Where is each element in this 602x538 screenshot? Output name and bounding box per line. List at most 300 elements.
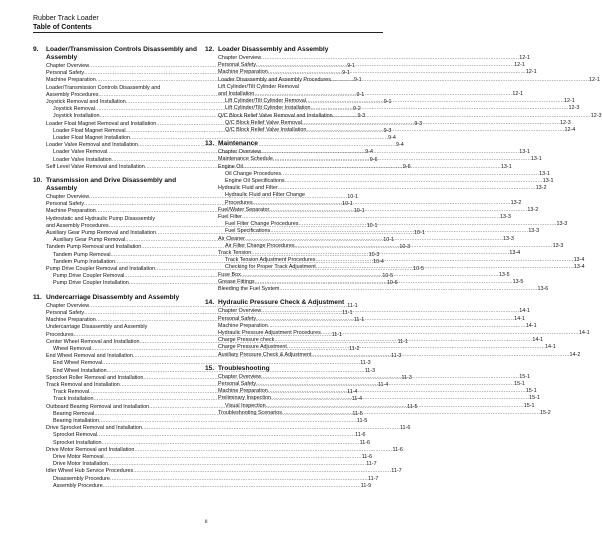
toc-entry-page: 13-1 — [500, 163, 512, 170]
dot-leader — [251, 250, 509, 257]
toc-entry-text: Outboard Bearing Removal and Installation — [46, 403, 150, 410]
dot-leader — [110, 476, 368, 483]
dot-leader — [298, 221, 556, 228]
dot-leader — [287, 344, 545, 351]
toc-entry-page: 9-1 — [353, 77, 362, 84]
toc-entry[interactable] — [218, 199, 522, 207]
toc-entry-page: 15-1 — [514, 380, 525, 387]
toc-entry-page: 9-1 — [356, 91, 365, 98]
toc-entry-page: 14-1 — [514, 315, 525, 322]
toc-entry-page: 10-6 — [386, 280, 398, 287]
toc-entry-page: 13-4 — [573, 264, 585, 271]
dot-leader — [102, 440, 360, 447]
toc-entry-page: 11-4 — [351, 396, 362, 403]
toc-entry-page: 9-6 — [369, 156, 378, 163]
toc-entry-page: 13-2 — [527, 206, 539, 213]
toc-entry-text: Chapter Overview — [218, 149, 262, 156]
toc-entry-page: 11-1 — [397, 338, 408, 345]
dot-leader — [242, 214, 500, 221]
dot-leader — [254, 91, 512, 98]
toc-entry-text: Q/C Block Relief Valve Removal and Installation — [218, 112, 333, 119]
dot-leader — [316, 257, 574, 264]
toc-entry-page: 9-6 — [402, 163, 411, 170]
toc-entry[interactable] — [46, 432, 366, 439]
toc-entry-page: 14-1 — [532, 337, 544, 344]
dot-leader — [281, 171, 539, 178]
toc-entry-page: 9-1 — [342, 70, 350, 77]
toc-entry-page: 13-6 — [537, 286, 549, 293]
toc-entry-text: Lift Cylinder/Tilt Cylinder Removal — [218, 83, 299, 90]
dot-leader — [253, 200, 511, 207]
section-title: Transmission and Drive Disassembly and Assembly — [46, 177, 177, 193]
toc-entry[interactable] — [218, 62, 525, 69]
dot-leader — [306, 127, 564, 134]
toc-entry[interactable] — [218, 308, 531, 315]
toc-entry-text: Loader/Transmission Controls Disassembly and — [46, 84, 161, 91]
toc-entry[interactable] — [46, 461, 377, 468]
toc-entry-text: Visual Inspection — [225, 402, 266, 409]
page-number: ii — [205, 519, 208, 525]
dot-leader — [311, 352, 569, 359]
toc-entry-page: 10-5 — [413, 266, 424, 273]
toc-entry[interactable] — [218, 315, 525, 323]
toc-entry-page: 13-3 — [503, 235, 514, 242]
toc-entry-text: Engine Oil — [218, 163, 243, 170]
toc-entry-page: 13-2 — [535, 185, 547, 192]
toc-entry-text: Loader Disassembly and Assembly Procedures — [218, 76, 331, 83]
toc-entry-page: 9-4 — [365, 149, 373, 156]
dot-leader — [306, 98, 564, 105]
toc-entry-line[interactable] — [46, 216, 197, 223]
toc-entry[interactable] — [218, 55, 531, 62]
dot-leader — [261, 308, 519, 315]
section-title: Troubleshooting — [218, 364, 270, 372]
toc-entry[interactable] — [218, 395, 540, 402]
toc-entry-text: Procedures — [46, 331, 74, 338]
section-heading — [33, 46, 197, 62]
toc-entry-page: 10-4 — [373, 258, 384, 265]
toc-entry-text: Maintenance Schedule — [218, 156, 273, 163]
dot-leader — [243, 164, 501, 171]
toc-entry[interactable] — [218, 69, 537, 76]
toc-entry[interactable] — [218, 214, 511, 221]
dot-leader — [273, 156, 531, 163]
toc-entry-text: Loader Valve Removal — [53, 149, 108, 156]
toc-entry-page: 13-3 — [552, 242, 564, 249]
toc-entry-page: 9-3 — [383, 127, 392, 134]
toc-entry-page: 10-1 — [414, 230, 425, 237]
toc-entry-page: 10-3 — [399, 244, 411, 251]
toc-entry-page: 12-3 — [590, 112, 602, 119]
toc-entry-text: Loader Float Magnet Installation — [53, 135, 131, 142]
toc-entry-page: 10-1 — [347, 194, 359, 201]
toc-entry-page: 11-3 — [364, 367, 376, 374]
toc-entry-page: 13-1 — [539, 170, 550, 177]
toc-entry-line[interactable] — [46, 324, 197, 331]
toc-entry-text: Hydraulic Fluid and Filter Change — [225, 192, 305, 199]
toc-entry-text: Sprocket Removal — [53, 432, 98, 439]
toc-entry-text: Drive Sprocket Removal and Installation — [46, 425, 142, 432]
toc-entry-page: 12-4 — [564, 127, 576, 134]
toc-entry-text: Fuel/Water Separator — [218, 206, 270, 213]
section-title: Undercarriage Disassembly and Assembly — [46, 293, 180, 301]
dot-leader — [266, 403, 524, 410]
dot-leader — [279, 286, 537, 293]
dot-leader — [268, 388, 526, 395]
toc-entry-page: 13-4 — [509, 250, 521, 257]
toc-entry-page: 9-3 — [414, 120, 423, 127]
toc-entry-page: 15-1 — [529, 395, 540, 402]
toc-entry-page: 12-1 — [589, 76, 600, 83]
toc-entry-page: 12-3 — [568, 105, 580, 112]
toc-entry-text: Sprocket Roller Removal and Installation — [46, 374, 144, 381]
page-header — [33, 14, 99, 32]
dot-leader — [270, 228, 528, 235]
toc-entry-text: Chapter Overview — [218, 55, 262, 61]
toc-entry-text: Machine Preparation — [46, 77, 96, 84]
toc-entry-text: Chapter Overview — [46, 194, 90, 201]
dot-leader — [268, 69, 526, 76]
toc-entry-page: 13-3 — [556, 221, 568, 228]
toc-entry-page: 11-5 — [407, 403, 418, 410]
toc-entry-page: 11-6 — [399, 425, 411, 432]
toc-entry[interactable] — [218, 149, 531, 156]
toc-entry-text: Bleeding the Fuel System — [218, 286, 280, 293]
toc-entry-page: 11-5 — [352, 410, 363, 417]
toc-entry-text: Checking for Proper Track Adjustment — [225, 264, 316, 271]
toc-entry-page: 11-6 — [361, 453, 373, 460]
section-title: Maintenance — [218, 140, 258, 148]
toc-entry-page: 13-2 — [510, 199, 522, 206]
toc-entry-text: Personal Safety — [218, 315, 257, 322]
toc-entry-text: Machine Preparation — [218, 69, 268, 76]
toc-entry[interactable] — [218, 178, 554, 185]
toc-entry-page: 14-1 — [525, 322, 537, 329]
toc-entry-text: Assembly Procedure — [53, 482, 103, 489]
toc-entry[interactable] — [46, 482, 372, 490]
toc-entry-page: 10-1 — [383, 237, 395, 244]
dot-leader — [256, 62, 514, 69]
section-heading — [205, 140, 369, 148]
toc-entry-text: Charge Pressure check — [218, 337, 275, 344]
toc-entry-text: Sprocket Installation — [53, 439, 102, 446]
toc-entry-text: Air Cleaner — [218, 235, 245, 242]
toc-entry-text: Pump Drive Coupler Installation — [53, 280, 129, 287]
toc-entry-text: Tandem Pump Removal — [53, 251, 111, 258]
toc-entry[interactable] — [46, 135, 396, 142]
section-heading — [33, 177, 197, 193]
document-subtitle: Table of Contents — [33, 24, 92, 31]
toc-entry-page: 11-3 — [360, 360, 371, 367]
toc-entry-text: Loader Valve Removal and Installation — [46, 142, 138, 149]
toc-entry-text: Auxiliary Gear Pump Removal — [53, 237, 126, 244]
toc-entry-text: Charge Pressure Adjustment — [218, 344, 287, 351]
toc-entry-text: Fuse Box — [218, 271, 241, 278]
toc-entry[interactable] — [218, 170, 550, 178]
dot-leader — [133, 468, 391, 475]
toc-entry[interactable] — [46, 439, 370, 447]
dot-leader — [261, 55, 519, 62]
toc-entry-text: Preliminary Inspection — [218, 395, 272, 402]
dot-leader — [241, 272, 499, 279]
dot-leader — [134, 447, 392, 454]
toc-entry[interactable] — [218, 185, 547, 192]
toc-entry-page: 10-1 — [366, 222, 378, 229]
toc-entry-text: Q/C Block Relief Valve Removal — [225, 119, 302, 126]
section-number: 12. — [205, 46, 215, 53]
header-divider — [33, 32, 383, 33]
toc-entry-text: Tandem Pump Installation — [53, 258, 116, 265]
toc-entry-page: 11-3 — [390, 353, 402, 360]
toc-entry[interactable] — [218, 322, 537, 330]
dot-leader — [331, 77, 589, 84]
toc-entry-page: 11-5 — [356, 417, 368, 424]
toc-entry-text: Track Tension — [218, 250, 252, 257]
dot-leader — [271, 395, 529, 402]
toc-entry-page: 11-6 — [355, 432, 366, 439]
toc-entry-page: 14-1 — [519, 308, 531, 315]
toc-entry-text: Machine Preparation — [218, 322, 268, 329]
toc-entry-page: 11-1 — [353, 317, 365, 324]
toc-entry[interactable] — [218, 206, 539, 214]
toc-entry-page: 11-1 — [331, 331, 343, 338]
toc-entry-text: Joystick Removal and Installation — [46, 99, 126, 106]
toc-entry-text: Tandem Pump Removal and Installation — [46, 244, 142, 251]
toc-entry-text: End Wheel Removal — [53, 360, 103, 367]
toc-entry-page: 15-1 — [523, 402, 535, 409]
toc-entry-text: Air Filter Change Procedures — [225, 242, 295, 249]
toc-entry-text: Drive Motor Removal — [53, 453, 104, 460]
section-number: 10. — [33, 177, 43, 185]
toc-entry-text: Bearing Removal — [53, 410, 95, 417]
toc-entry-page: 13-5 — [512, 278, 524, 285]
toc-entry-page: 10-1 — [353, 208, 365, 215]
dot-leader — [104, 454, 362, 461]
toc-entry[interactable] — [46, 425, 411, 432]
toc-entry[interactable] — [46, 446, 403, 454]
toc-entry-page: 11-7 — [366, 461, 377, 468]
toc-entry-page: 13-1 — [542, 178, 554, 185]
toc-entry-text: Grease Fittings — [218, 278, 255, 285]
toc-entry-page: 14-2 — [569, 351, 581, 358]
section-heading — [205, 299, 369, 307]
toc-entry-page: 11-7 — [391, 468, 402, 475]
toc-entry-page: 11-6 — [392, 446, 403, 453]
toc-entry-text: Lift Cylinder/Tilt Cylinder Removal — [225, 98, 306, 105]
document-title: Rubber Track Loader — [33, 15, 99, 22]
toc-entry-text: Self Level Valve Removal and Installation — [46, 163, 145, 170]
toc-entry[interactable] — [46, 453, 373, 461]
dot-leader — [278, 185, 536, 192]
toc-entry-line[interactable] — [218, 192, 369, 199]
dot-leader — [108, 461, 366, 468]
toc-entry-text: Track Tension Adjustment Procedures — [225, 257, 316, 264]
dot-leader — [268, 323, 526, 330]
toc-entry-text: Bearing Installation — [53, 417, 99, 424]
toc-entry-text: Personal Safety — [46, 201, 85, 208]
toc-entry-page: 11-3 — [401, 374, 412, 381]
dot-leader — [261, 149, 519, 156]
toc-entry-page: 11-1 — [347, 302, 358, 309]
toc-entry-page: 10-1 — [342, 201, 353, 208]
toc-entry-text: Loader Float Magnet Removal and Installation — [46, 120, 157, 127]
toc-entry-text: Wheel Removal — [53, 345, 92, 352]
toc-entry-text: Drive Motor Installation — [53, 461, 109, 468]
toc-entry-text: Fuel Specifications — [225, 228, 271, 235]
toc-entry-text: Chapter Overview — [46, 63, 90, 69]
toc-entry-text: Loader Valve Installation — [53, 156, 112, 163]
toc-entry-text: and Assembly Procedures — [46, 222, 109, 229]
toc-entry[interactable] — [46, 475, 379, 483]
section-number: 13. — [205, 140, 215, 148]
toc-entry-page: 11-2 — [349, 345, 360, 352]
toc-entry-page: 15-2 — [540, 409, 551, 416]
toc-entry-text: and Installation — [218, 91, 255, 98]
toc-entry-text: Personal Safety — [218, 380, 257, 387]
dot-leader — [245, 236, 503, 243]
toc-entry-text: Machine Preparation — [46, 317, 96, 324]
section-heading — [205, 365, 369, 373]
toc-entry-text: Chapter Overview — [218, 308, 262, 315]
toc-entry-page: 9-4 — [388, 135, 396, 142]
toc-entry-text: Chapter Overview — [218, 373, 262, 380]
toc-entry-page: 14-1 — [544, 344, 556, 351]
toc-entry-text: Track Removal — [53, 389, 90, 396]
toc-entry-text: Personal Safety — [218, 62, 257, 69]
toc-entry-text: Oil Change Procedures — [225, 170, 282, 177]
toc-entry-page: 9-1 — [347, 63, 356, 69]
toc-entry-text: Track Removal and Installation — [46, 381, 120, 388]
toc-entry-page: 10-3 — [368, 251, 380, 258]
toc-entry-page: 9-3 — [357, 113, 366, 120]
dot-leader — [269, 207, 527, 214]
toc-entry-text: Fuel Filter Change Procedures — [225, 221, 299, 228]
toc-entry-page: 9-1 — [383, 99, 392, 106]
toc-entry-text: Joystick Removal — [53, 106, 95, 113]
toc-entry-text: Hydrostatic and Hydraulic Pump Disassembly — [46, 215, 156, 222]
toc-entry-text: Loader Float Magnet Removal — [53, 127, 126, 134]
dot-leader — [333, 113, 591, 120]
toc-entry-text: End Wheel Installation — [53, 367, 107, 374]
toc-entry-page: 15-1 — [525, 388, 537, 395]
dot-leader — [295, 243, 553, 250]
dot-leader — [261, 374, 519, 381]
section-number: 14. — [205, 299, 215, 307]
toc-entry-page: 9-2 — [353, 106, 361, 113]
toc-entry-page: 9-4 — [395, 142, 404, 149]
toc-entry-page: 12-1 — [514, 62, 525, 69]
toc-entry-text: Machine Preparation — [46, 208, 96, 215]
toc-entry-text: Track Installation — [53, 396, 94, 403]
toc-entry[interactable] — [218, 344, 556, 351]
dot-leader — [321, 330, 579, 337]
toc-entry-page: 11-9 — [360, 482, 372, 489]
toc-entry-text: Chapter Overview — [46, 302, 90, 309]
toc-entry-text: Troubleshooting Scenarios — [218, 409, 282, 416]
toc-entry-page: 15-1 — [519, 373, 531, 380]
toc-entry-page: 10-5 — [382, 273, 394, 280]
toc-entry-page: 13-3 — [528, 228, 540, 235]
toc-entry-text: Personal Safety — [46, 309, 85, 316]
toc-entry-text: Engine Oil Specifications — [225, 178, 285, 185]
toc-entry-text: Auxiliary Gear Pump Removal and Installation — [46, 230, 156, 237]
section-title: Loader Disassembly and Assembly — [218, 46, 329, 53]
toc-entry-page: 11-4 — [347, 389, 358, 396]
dot-leader — [310, 105, 568, 112]
section-number: 15. — [205, 364, 215, 372]
toc-entry-page: 12-3 — [559, 119, 571, 126]
toc-entry-text: Assembly Procedures — [46, 91, 99, 98]
toc-entry[interactable] — [46, 360, 371, 367]
toc-entry-text: Pump Drive Coupler Removal and Installation — [46, 266, 156, 273]
dot-leader — [103, 483, 361, 490]
toc-entry-page: 11-6 — [359, 439, 370, 446]
dot-leader — [97, 432, 355, 439]
toc-entry-text: Drive Motor Removal and Installation — [46, 446, 135, 453]
toc-entry-page: 12-1 — [519, 55, 531, 61]
dot-leader — [285, 178, 543, 185]
toc-entry-page: 13-4 — [573, 257, 585, 264]
dot-leader — [142, 425, 400, 432]
toc-entry-text: Lift Cylinder/Tilt Cylinder Installation — [225, 105, 311, 112]
toc-entry[interactable] — [218, 91, 524, 98]
toc-entry-text: Undercarriage Disassembly and Assembly — [46, 324, 148, 331]
toc-entry-page: 12-1 — [525, 69, 537, 76]
section-number: 11. — [33, 293, 42, 301]
toc-entry-text: Personal Safety — [46, 70, 85, 77]
toc-entry-page: 13-3 — [500, 214, 511, 221]
dot-leader — [302, 120, 560, 127]
toc-entry[interactable] — [218, 76, 600, 84]
toc-entry-text: Procedures — [225, 199, 253, 206]
dot-leader — [256, 316, 514, 323]
section-title: Hydraulic Pressure Check & Adjustment — [218, 299, 345, 307]
toc-entry-text: Hydraulic Fluid and Filter — [218, 185, 278, 192]
section-number: 9. — [33, 46, 39, 53]
toc-entry-text: Disassembly Procedure — [53, 475, 110, 482]
toc-entry-text: End Wheel Removal and Installation — [46, 353, 133, 360]
toc-entry[interactable] — [46, 468, 402, 475]
toc-entry-text: Fuel Filter — [218, 214, 242, 221]
toc-entry-page: 12-1 — [564, 98, 575, 105]
toc-entry-page: 13-1 — [519, 149, 531, 156]
dot-leader — [255, 279, 513, 286]
toc-entry-page: 11-7 — [368, 475, 379, 482]
toc-entry-text: Hydraulic Pressure Adjustment Procedures — [218, 329, 321, 336]
toc-entry[interactable] — [46, 417, 368, 425]
toc-entry-text: Center Wheel Removal and Installation — [46, 338, 140, 345]
section-title: Loader/Transmission Controls Disassembly and Assembly — [46, 46, 197, 61]
toc-entry[interactable] — [218, 329, 590, 337]
toc-entry-line[interactable] — [218, 84, 369, 91]
toc-entry-text: Joystick Installation — [53, 113, 100, 120]
toc-entry-text: Pump Drive Coupler Removal — [53, 273, 125, 280]
toc-entry-page: 14-1 — [578, 329, 590, 336]
toc-entry[interactable] — [218, 409, 551, 417]
toc-entry-text: Auxiliary Pressure Check & Adjustment — [218, 351, 312, 358]
toc-entry[interactable] — [218, 112, 602, 120]
section-heading — [33, 294, 197, 302]
toc-entry[interactable] — [218, 286, 549, 293]
toc-entry-text: Machine Preparation — [218, 388, 268, 395]
toc-entry[interactable] — [218, 388, 537, 395]
toc-entry-page: 13-1 — [530, 156, 542, 163]
toc-entry-line[interactable] — [46, 85, 197, 92]
toc-entry[interactable] — [218, 105, 580, 112]
dot-leader — [282, 410, 540, 417]
dot-leader — [274, 337, 532, 344]
toc-entry-page: 13-5 — [498, 271, 510, 278]
